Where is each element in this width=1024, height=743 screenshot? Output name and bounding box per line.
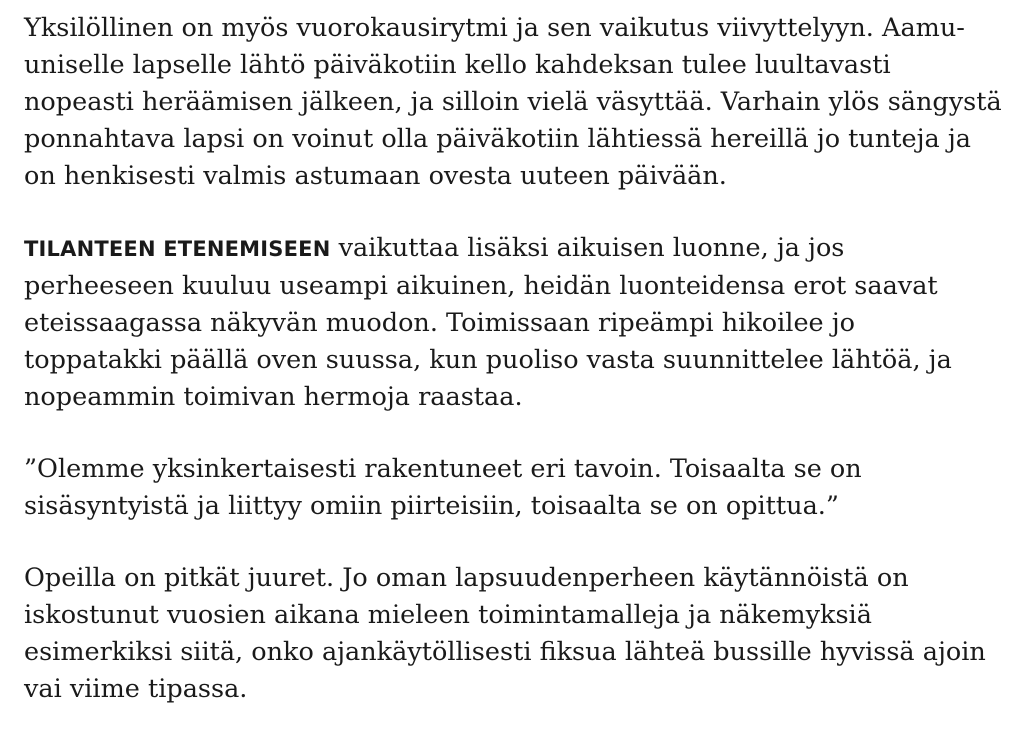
article-body: [24, 10, 1009, 743]
paragraph-line: nopeammin toimivan hermoja raastaa.: [24, 382, 523, 412]
paragraph-line: iskostunut vuosien aikana mieleen toimintamalleja ja näkemyksiä: [24, 600, 872, 630]
paragraph-line: vai viime tipassa.: [24, 674, 248, 704]
paragraph-4: [24, 560, 1009, 708]
paragraph-line: ponnahtava lapsi on voinut olla päiväkotiin lähtiessä hereillä jo tunteja ja: [24, 124, 971, 154]
paragraph-line: Opeilla on pitkät juuret. Jo oman lapsuudenperheen käytännöistä on: [24, 563, 909, 593]
paragraph-2: [24, 230, 1009, 416]
paragraph-1: [24, 10, 1009, 195]
paragraph-line: Yksilöllinen on myös vuorokausirytmi ja sen vaikutus viivyttelyyn. Aamu-: [24, 13, 965, 43]
paragraph-line: perheeseen kuuluu useampi aikuinen, heidän luonteidensa erot saavat: [24, 271, 938, 301]
paragraph-line: eteissaagassa näkyvän muodon. Toimissaan ripeämpi hikoilee jo: [24, 308, 856, 338]
paragraph-line: toppatakki päällä oven suussa, kun puoliso vasta suunnittelee lähtöä, ja: [24, 345, 952, 375]
paragraph-line: nopeasti heräämisen jälkeen, ja silloin vielä väsyttää. Varhain ylös sängystä: [24, 87, 1002, 117]
paragraph-line: on henkisesti valmis astumaan ovesta uuteen päivään.: [24, 161, 727, 191]
lead-in-caps: TILANTEEN ETENEMISEEN: [24, 237, 331, 261]
paragraph-line: esimerkiksi siitä, onko ajankäytöllisesti fiksua lähteä bussille hyvissä ajoin: [24, 637, 986, 667]
paragraph-line: sisäsyntyistä ja liittyy omiin piirteisiin, toisaalta se on opittua.”: [24, 491, 839, 521]
paragraph-first-line: [24, 230, 1009, 268]
paragraph-line: ”Olemme yksinkertaisesti rakentuneet eri tavoin. Toisaalta se on: [24, 454, 862, 484]
paragraph-3-quote: [24, 451, 1009, 525]
paragraph-line-rest: vaikuttaa lisäksi aikuisen luonne, ja jos: [330, 233, 845, 263]
paragraph-line: uniselle lapselle lähtö päiväkotiin kello kahdeksan tulee luultavasti: [24, 50, 891, 80]
